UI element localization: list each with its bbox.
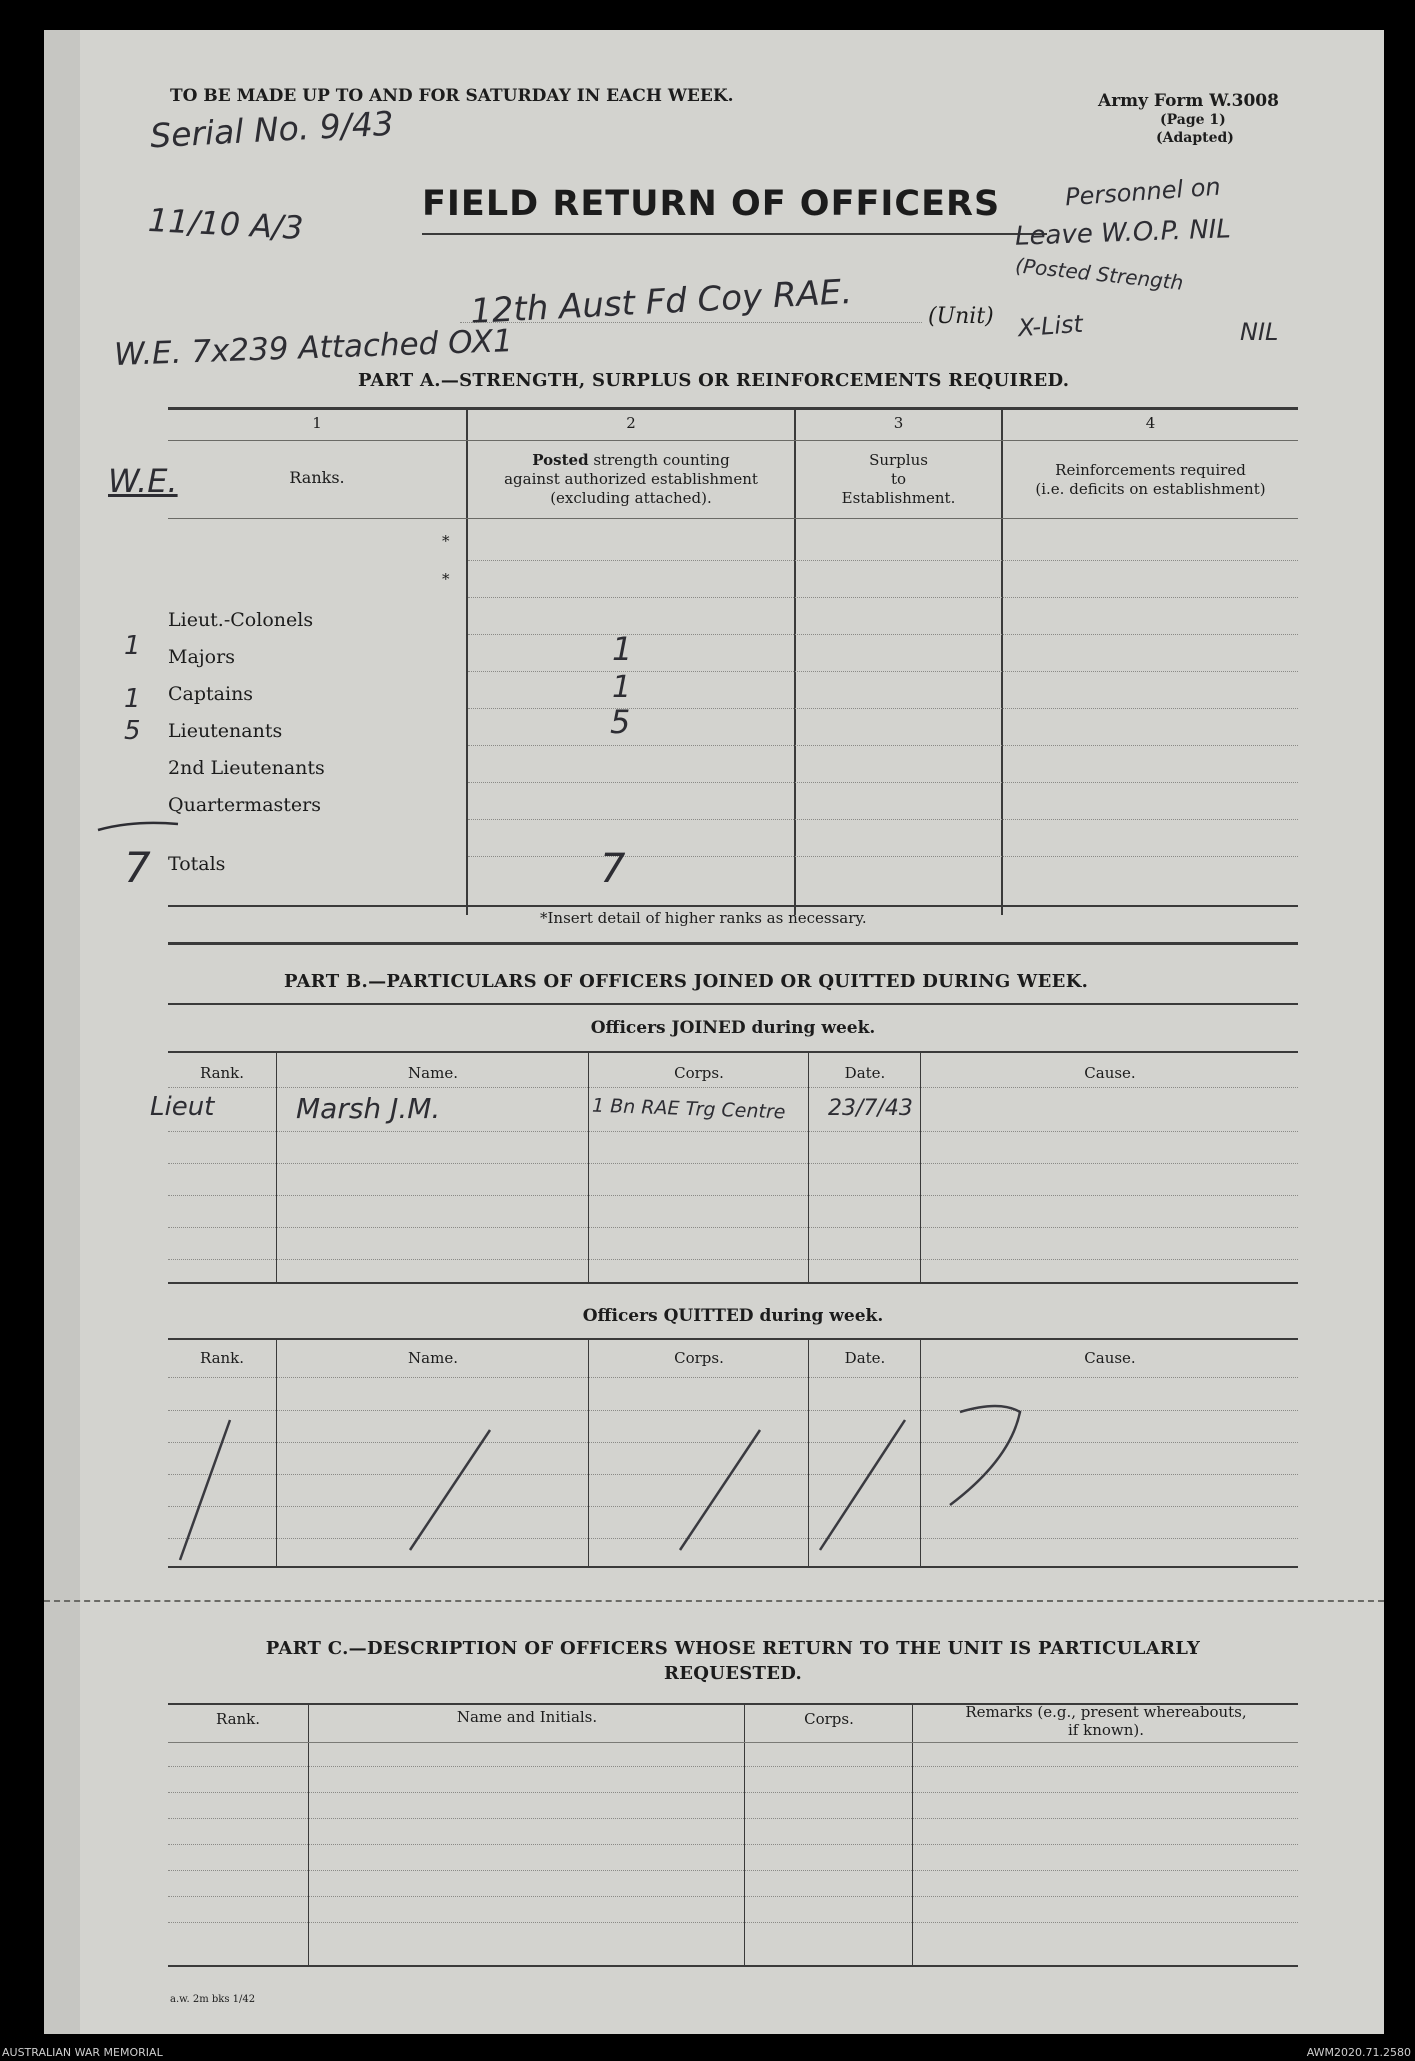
handwritten-x-list: X-List (1017, 309, 1084, 343)
joined-bottom-rule (168, 1282, 1298, 1284)
dotted-row-5 (468, 708, 1298, 709)
part-c-dotted-3 (168, 1818, 1298, 1819)
posted-header-line-2: against authorized establishment (504, 470, 758, 488)
part-c-dotted-5 (168, 1870, 1298, 1871)
posted-bold: Posted (532, 451, 589, 469)
page-title: FIELD RETURN OF OFFICERS (422, 184, 1001, 224)
part-a-footnote: *Insert detail of higher ranks as necessary. (540, 909, 867, 927)
reinforcements-header-line-2: (i.e. deficits on establishment) (1035, 480, 1266, 498)
posted-totals: 7 (600, 846, 626, 892)
joined-col-date: Date. (844, 1064, 886, 1082)
part-b-top-rule (168, 1003, 1298, 1005)
surplus-header-line-2: to (890, 470, 907, 488)
part-c-col-remarks-line-1: Remarks (e.g., present whereabouts, (965, 1703, 1247, 1721)
joined-rank: Lieut (150, 1092, 215, 1122)
posted-header-line-1 (468, 451, 794, 469)
quitted-top-rule (168, 1338, 1298, 1340)
posted-rest: strength counting (588, 451, 730, 469)
part-a-col-number-2: 2 (626, 414, 636, 432)
form-number: Army Form W.3008 (1098, 91, 1279, 111)
joined-dotted-1 (168, 1131, 1298, 1132)
reinforcements-header-line-1: Reinforcements required (1055, 461, 1246, 479)
posted-value: 5 (610, 703, 631, 741)
part-c-divider-2 (744, 1705, 745, 1967)
handwritten-unit-name: 12th Aust Fd Coy RAE. (469, 272, 853, 332)
quitted-header-rule (168, 1377, 1298, 1378)
handwritten-sum-line (94, 816, 184, 836)
dotted-row-7 (468, 782, 1298, 783)
part-c-col-corps: Corps. (804, 1710, 854, 1728)
joined-col-rank: Rank. (199, 1064, 245, 1082)
dotted-row-2 (468, 597, 1298, 598)
posted-header-line-3: (excluding attached). (550, 489, 712, 507)
part-c-dotted-1 (168, 1766, 1298, 1767)
quitted-col-corps: Corps. (674, 1349, 724, 1367)
quitted-col-date: Date. (844, 1349, 886, 1367)
dotted-row-9 (468, 856, 1298, 857)
unit-label: (Unit) (928, 304, 994, 329)
rank-label: Lieut.-Colonels (168, 609, 314, 631)
handwritten-totals-we: 7 (124, 843, 151, 892)
quitted-col-rank: Rank. (199, 1349, 245, 1367)
joined-col-corps: Corps. (674, 1064, 724, 1082)
part-a-heading: PART A.—STRENGTH, SURPLUS OR REINFORCEMENTS REQUIRED. (358, 370, 1070, 391)
nil-stroke-rank (180, 1420, 230, 1560)
dotted-row-6 (468, 745, 1298, 746)
caption-left: AUSTRALIAN WAR MEMORIAL (2, 2046, 163, 2059)
nil-stroke-date (820, 1420, 905, 1550)
dotted-row-4 (468, 671, 1298, 672)
rank-label: Majors (168, 646, 235, 668)
joined-col-cause: Cause. (1084, 1064, 1136, 1082)
part-b-heading: PART B.—PARTICULARS OF OFFICERS JOINED OR QUITTED DURING WEEK. (284, 971, 1089, 992)
joined-top-rule (168, 1051, 1298, 1053)
joined-header-rule (168, 1087, 1298, 1088)
rank-label: Captains (168, 683, 254, 705)
insert-star-1: * (442, 532, 450, 550)
part-a-header-rule (168, 518, 1298, 519)
tear-line (44, 1600, 1384, 1602)
handwritten-personnel-leave: Personnel on (1064, 172, 1222, 212)
quitted-col-name: Name. (408, 1349, 458, 1367)
part-a-col-number-1: 1 (312, 414, 322, 432)
ranks-header: Ranks. (289, 468, 345, 487)
nil-stroke-corps (680, 1430, 760, 1550)
joined-corps: 1 Bn RAE Trg Centre (591, 1094, 786, 1124)
unit-dotted-line (460, 322, 922, 323)
part-c-dotted-4 (168, 1844, 1298, 1845)
part-c-col-name: Name and Initials. (456, 1708, 598, 1726)
part-c-col-remarks-line-2: if known). (1067, 1721, 1145, 1739)
joined-dotted-2 (168, 1163, 1298, 1164)
part-c-heading-line-2: REQUESTED. (663, 1663, 803, 1684)
posted-value: 1 (612, 670, 632, 705)
rank-label: Lieutenants (168, 720, 283, 742)
dotted-row-3 (468, 634, 1298, 635)
we-value: 1 (124, 684, 141, 714)
joined-dotted-4 (168, 1227, 1298, 1228)
nil-stroke-name (410, 1430, 490, 1550)
handwritten-leave-wop: Leave W.O.P. NIL (1014, 214, 1232, 252)
totals-label: Totals (168, 853, 226, 875)
part-c-dotted-7 (168, 1922, 1298, 1923)
joined-name: Marsh J.M. (296, 1092, 441, 1125)
part-a-number-rule (168, 440, 1298, 441)
form-instruction: TO BE MADE UP TO AND FOR SATURDAY IN EACH WEEK. (170, 86, 734, 106)
dotted-row-1 (468, 560, 1298, 561)
part-c-dotted-6 (168, 1896, 1298, 1897)
page-edge (44, 30, 80, 2034)
part-c-divider-3 (912, 1705, 913, 1967)
joined-dotted-3 (168, 1195, 1298, 1196)
part-a-col-number-3: 3 (893, 414, 904, 432)
part-c-header-rule (168, 1742, 1298, 1743)
joined-col-name: Name. (408, 1064, 458, 1082)
joined-date: 23/7/43 (828, 1096, 913, 1121)
we-value: 1 (124, 631, 141, 661)
we-value: 5 (124, 716, 141, 746)
rank-label: 2nd Lieutenants (168, 757, 325, 779)
handwritten-file-ref: 11/10 A/3 (147, 200, 305, 248)
surplus-header-line-3: Establishment. (841, 489, 956, 507)
handwritten-x-list-value: NIL (1240, 318, 1279, 346)
handwritten-we-column: W.E. (108, 462, 178, 500)
part-c-dotted-2 (168, 1792, 1298, 1793)
handwritten-posted-strength: (Posted Strength (1014, 253, 1185, 295)
quitted-col-cause: Cause. (1084, 1349, 1136, 1367)
insert-star-2: * (442, 570, 450, 588)
quitted-heading: Officers QUITTED during week. (582, 1306, 884, 1326)
part-a-top-rule (168, 407, 1298, 410)
nil-stroke-cause (950, 1406, 1020, 1505)
joined-heading: Officers JOINED during week. (590, 1018, 876, 1038)
quitted-nil-strokes (160, 1400, 1160, 1570)
handwritten-serial: Serial No. 9/43 (149, 103, 395, 156)
part-a-col-number-4: 4 (1145, 414, 1156, 432)
handwritten-we-ref: W.E. 7x239 Attached OX1 (113, 323, 514, 373)
caption-right: AWM2020.71.2580 (1306, 2046, 1411, 2059)
part-c-divider-1 (308, 1705, 309, 1967)
surplus-header-line-1: Surplus (869, 451, 928, 469)
part-c-heading-line-1: PART C.—DESCRIPTION OF OFFICERS WHOSE RETURN TO THE UNIT IS PARTICULARLY (265, 1638, 1201, 1659)
print-code: a.w. 2m bks 1/42 (170, 1994, 256, 2005)
rank-label: Quartermasters (168, 794, 321, 816)
title-underline (422, 233, 1047, 235)
part-c-col-rank: Rank. (215, 1710, 261, 1728)
posted-value: 1 (612, 630, 633, 668)
form-page-number: (Page 1) (1160, 112, 1226, 128)
part-c-bottom-rule (168, 1965, 1298, 1967)
joined-dotted-5 (168, 1259, 1298, 1260)
dotted-row-8 (468, 819, 1298, 820)
form-adapted: (Adapted) (1156, 130, 1234, 146)
part-a-bottom-rule (168, 905, 1298, 907)
part-a-end-rule (168, 942, 1298, 945)
